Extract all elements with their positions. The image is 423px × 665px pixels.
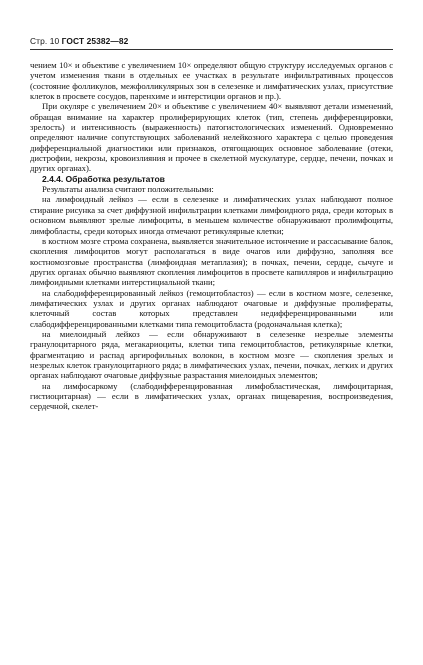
header-rule bbox=[30, 49, 393, 50]
document-body bbox=[30, 60, 393, 412]
paragraph-5: в костном мозге строма сохранена, выявляется значительное истончение и рассасывание балок, скопления лимфоцитов могут располагаться в виде очагов или диффузно, заполняя все костномозговые пространства (лимфоидная метаплазия); в почках, печени, сердце, сычуге и других органах обычно выявляют скопления лимфоцитов в просвете капилляров и инфильтрацию лимфоидными клетками интерстициальной ткани; bbox=[30, 235, 393, 288]
document-page bbox=[30, 36, 393, 412]
paragraph-6: на слабодифференцированный лейкоз (гемоцитобластоз) — если в костном мозге, селезенке, лимфатических узлах и других органах наблюдают очаговые и диффузные пролифераты, клеточный состав которых представлен недифференцированными или слабодифференцированными клетками типа гемоцитобласта (родоначальная клетка); bbox=[30, 287, 393, 329]
paragraph-8: на лимфосаркому (слабодифференцированная лимфобластическая, лимфоцитарная, гистиоцитарная) — если в лимфатических узлах, органах пищеварения, воспроизведения, сердечной, скелет- bbox=[30, 380, 393, 412]
paragraph-3: Результаты анализа считают положительными: bbox=[42, 184, 214, 195]
page-number: Стр. 10 bbox=[30, 36, 60, 46]
paragraph-1: чением 10× и объективе с увеличением 10× определяют общую структуру исследуемых органов с учетом изменения ткани в отдельных ее участках в результате инфильтративных процессов (состояние фолликулов, межфолликулярных зон в селезенке и лимфатических узлах, присутствие клеток в просвете сосудов, паренхиме и интерстиции органов и пр.). bbox=[30, 60, 393, 102]
paragraph-2: При окуляре с увеличением 20× и объективе с увеличением 40× выявляют детали изменений, обращая внимание на характер пролиферирующих клеток (тип, степень дифференцировки, зрелость) и интенсивность (выраженность) патогистологических изменений. Одновременно определяют наличие сопутствующих заболеваний нелейкозного характера с целью проведения дифференциальной диагностики или признаков, отягощающих основное заболевание (отеки, дистрофии, некрозы, кровоизлияния и прочее в скелетной мускулатуре, сердце, печени, почках и других органах). bbox=[30, 101, 393, 174]
paragraph-4: на лимфоидный лейкоз — если в селезенке и лимфатических узлах наблюдают полное стирание рисунка за счет диффузной инфильтрации клетками лимфоидного ряда, среди которых в основном выявляют зрелые лимфоциты, в меньшем количестве обнаруживают пролимфоциты, лимфобласты, среди которых иногда отмечают ретикулярные клетки; bbox=[30, 194, 393, 236]
page-header bbox=[30, 36, 393, 50]
section-heading: 2.4.4. Обработка результатов bbox=[42, 173, 165, 184]
paragraph-7: на миелоидный лейкоз — если обнаруживают в селезенке незрелые элементы гранулоцитарного ряда, мегакариоциты, клетки типа гемоцитобластов, ретикулярные клетки, фрагментацию и распад аргирофильных волокон, в костном мозге — скопления зрелых и незрелых клеток гранулоцитарного ряда; в лимфатических узлах, печени, почках, легких и других органах наблюдают очаговые диффузные разрастания миелоидных элементов; bbox=[30, 328, 393, 381]
standard-code: ГОСТ 25382—82 bbox=[61, 36, 129, 46]
